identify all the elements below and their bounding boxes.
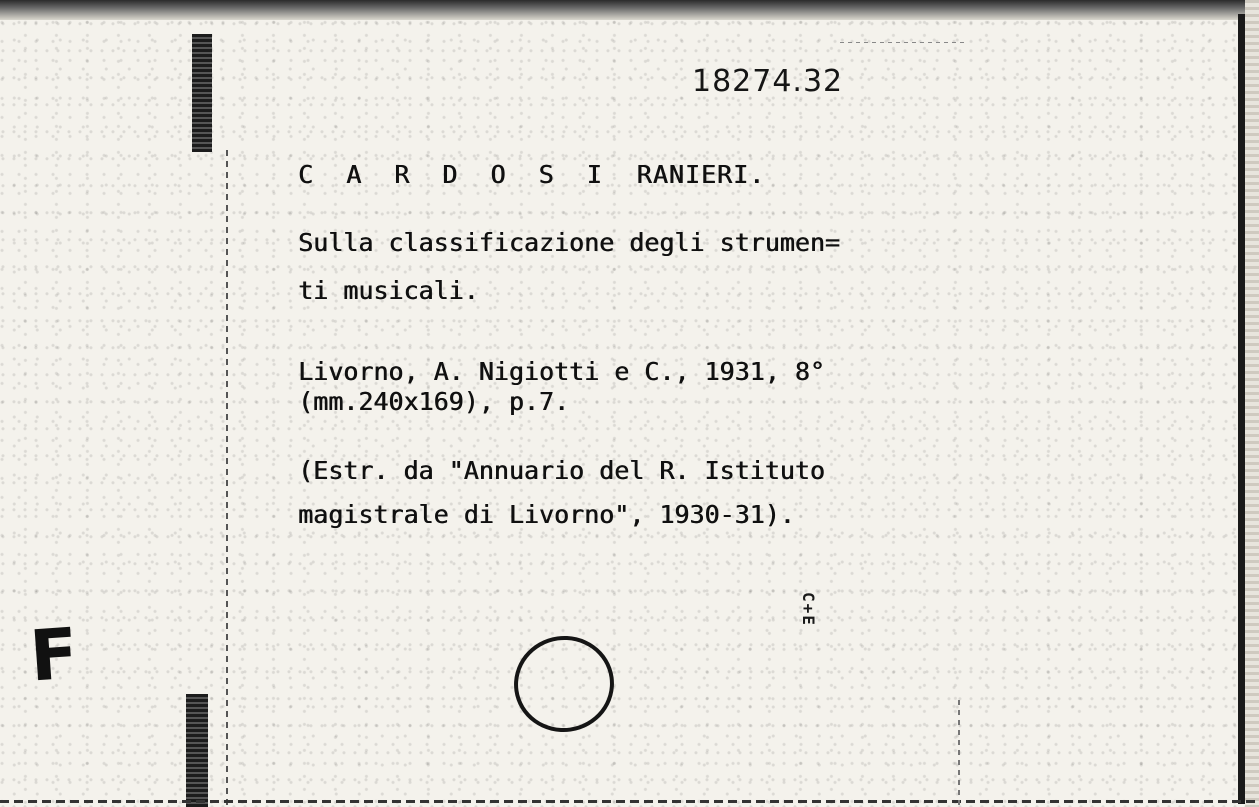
title-line-1: Sulla classificazione degli strumen= bbox=[298, 228, 840, 257]
right-card-edge bbox=[1238, 14, 1245, 804]
author-surname: C A R D O S I bbox=[298, 160, 611, 189]
side-letter-stamp: F bbox=[27, 612, 81, 698]
catalog-number: 18274.32 bbox=[692, 64, 844, 99]
left-binding-mark-top bbox=[192, 34, 212, 152]
author-line bbox=[298, 160, 765, 190]
top-border bbox=[0, 0, 1259, 20]
note-line-1: (Estr. da "Annuario del R. Istituto bbox=[298, 456, 825, 485]
publication-line-1: Livorno, A. Nigiotti e C., 1931, 8° bbox=[298, 357, 825, 386]
scan-dash-vertical bbox=[958, 700, 960, 807]
circle-stamp bbox=[508, 630, 620, 739]
right-margin bbox=[1245, 0, 1259, 807]
publication-line-2: (mm.240x169), p.7. bbox=[298, 387, 569, 416]
left-binding-mark-bottom bbox=[186, 694, 208, 807]
author-given-name: RANIERI. bbox=[636, 160, 766, 189]
note-line-2: magistrale di Livorno", 1930-31). bbox=[298, 500, 795, 529]
title-line-2: ti musicali. bbox=[298, 276, 479, 305]
side-code: C+E bbox=[799, 592, 818, 627]
bottom-edge-line bbox=[0, 800, 1259, 803]
scan-dash-horizontal bbox=[840, 42, 965, 43]
left-margin-line bbox=[226, 150, 228, 807]
